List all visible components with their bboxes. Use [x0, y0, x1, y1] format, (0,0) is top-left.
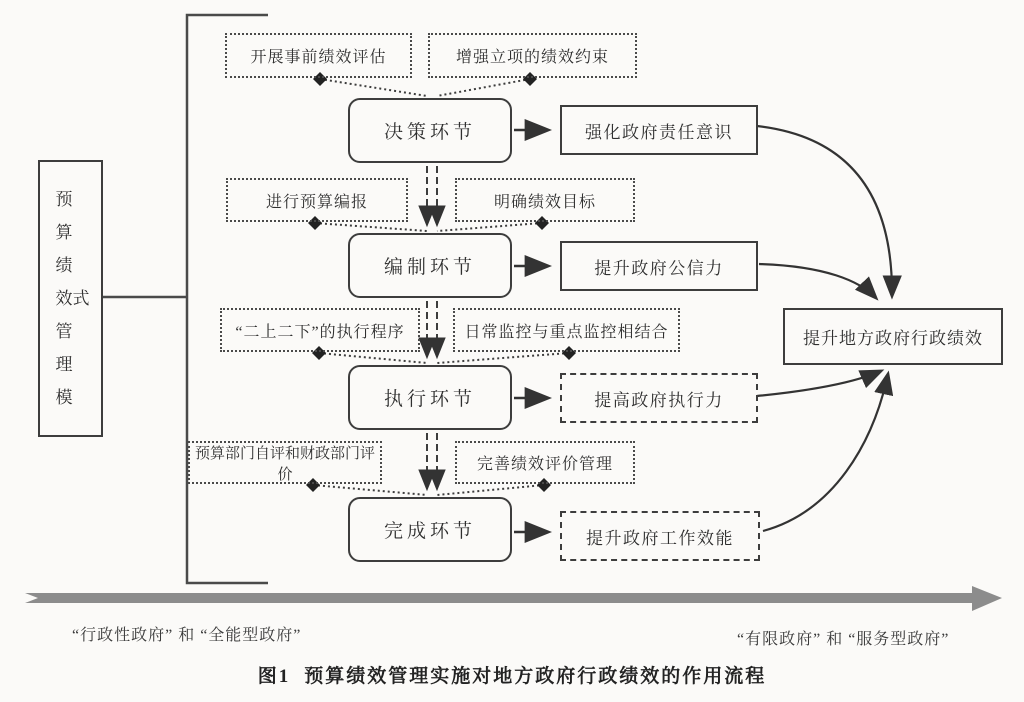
outcome-label: 提高政府执行力: [594, 390, 724, 410]
outcome-box-responsibility: [560, 105, 758, 155]
input-box-monitoring: [453, 308, 680, 352]
input-label: 完善绩效评价管理: [476, 456, 613, 473]
budget-performance-model-label: 预算绩效管理模式: [52, 190, 89, 421]
goal-box-administrative-performance: [783, 308, 1003, 365]
input-label: “二上二下”的执行程序: [235, 323, 405, 341]
input-label: 日常监控与重点监控相结合: [464, 323, 669, 341]
figure-caption: [0, 661, 1024, 688]
outcome-label: 提升政府工作效能: [586, 528, 734, 548]
input-box-evaluation-management: [455, 441, 635, 484]
input-box-project-constraint: [428, 33, 637, 78]
outcome-box-credibility: [560, 241, 758, 291]
budget-performance-model-box: [38, 160, 103, 437]
stage-box-preparation: [348, 233, 512, 298]
stage-label: 完成环节: [383, 521, 476, 542]
input-box-two-up-two-down: [220, 308, 420, 352]
input-label: 开展事前绩效评估: [250, 49, 387, 66]
outcome-box-work-efficiency: [560, 511, 760, 561]
input-label: 进行预算编报: [265, 193, 368, 211]
stage-box-completion: [348, 497, 512, 562]
stage-label: 决策环节: [383, 122, 476, 143]
stage-label: 执行环节: [383, 389, 476, 410]
grouping-bracket: [187, 15, 268, 583]
input-box-pre-evaluation: [225, 33, 412, 78]
input-box-performance-goals: [455, 178, 635, 222]
goal-label: 提升地方政府行政绩效: [803, 329, 983, 348]
input-box-self-evaluation: [188, 441, 382, 484]
input-label: 增强立项的绩效约束: [455, 49, 609, 66]
axis-left-label: “行政性政府” 和 “全能型政府”: [72, 627, 302, 644]
figure-caption-title: 预算绩效管理实施对地方政府行政绩效的作用流程: [304, 666, 767, 687]
outcome-label: 强化政府责任意识: [585, 122, 733, 142]
input-label: 预算部门自评和财政部门评价: [194, 445, 375, 483]
figure-caption-number: 图1: [257, 666, 291, 687]
axis-right-label: “有限政府” 和 “服务型政府”: [737, 631, 950, 648]
input-box-budget-reporting: [226, 178, 408, 222]
stage-flow-dashed-arrows: [427, 166, 437, 488]
stage-box-execution: [348, 365, 512, 430]
outcome-box-execution-power: [560, 373, 758, 423]
stage-label: 编制环节: [383, 257, 476, 278]
outcome-label: 提升政府公信力: [594, 258, 724, 278]
stage-box-decision: [348, 98, 512, 163]
timeline-arrow: [25, 586, 1002, 611]
input-label: 明确绩效目标: [493, 193, 596, 211]
